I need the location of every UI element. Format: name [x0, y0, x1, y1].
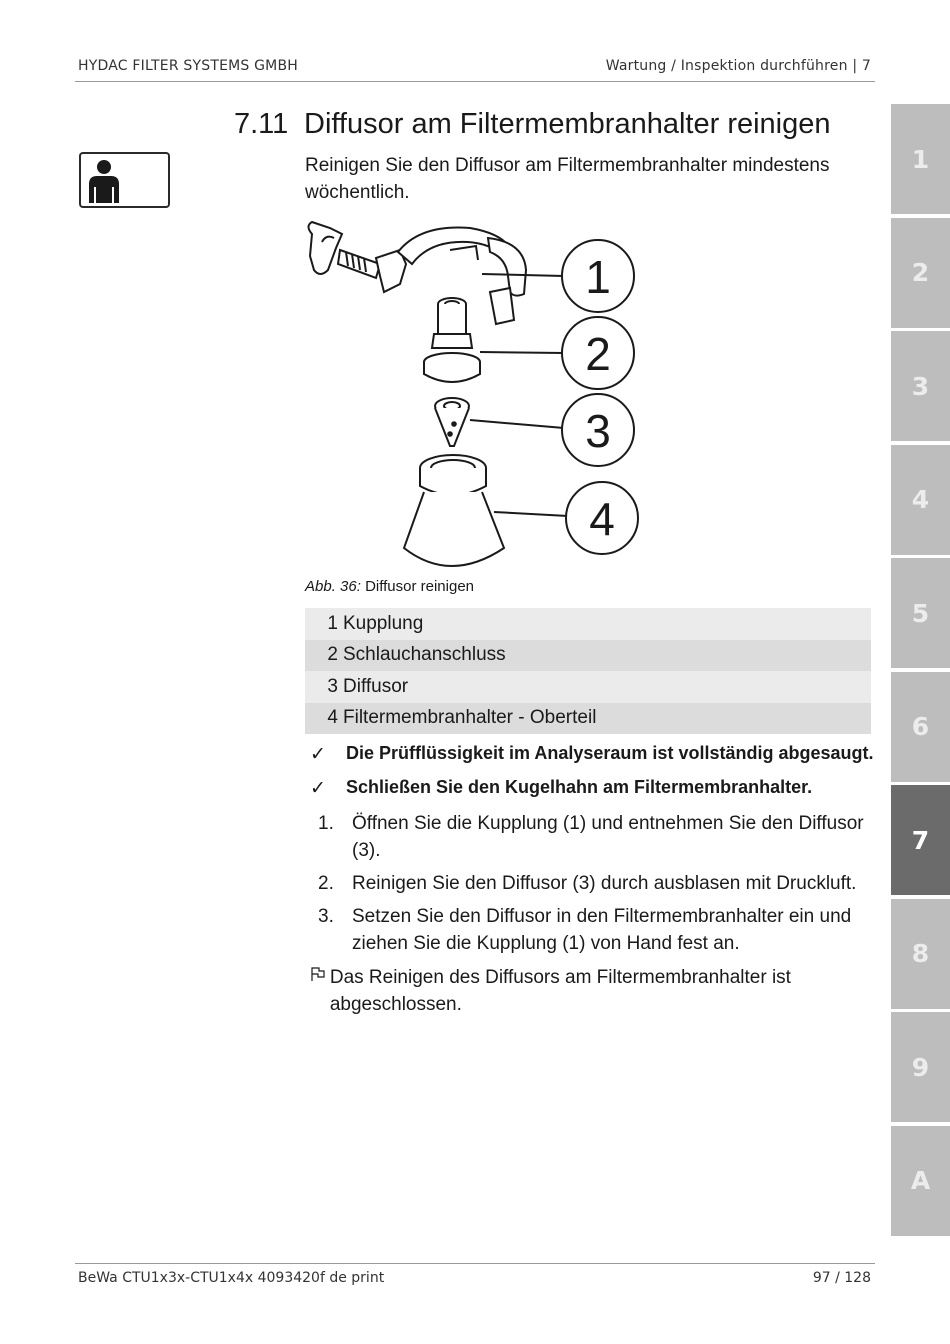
callout-3: 3: [585, 405, 611, 457]
step-item: [318, 903, 878, 957]
step-number: 1.: [318, 813, 334, 834]
hose-connector-drawing: [424, 298, 480, 382]
diffusor-exploded-drawing: [300, 212, 650, 577]
chapter-tab-a[interactable]: A: [891, 1126, 950, 1236]
legend-label: Schlauchanschluss: [343, 644, 506, 666]
chapter-header: Wartung / Inspektion durchführen | 7: [605, 58, 871, 74]
diffusor-drawing: [435, 398, 469, 446]
figure-caption: [305, 578, 474, 595]
step-number: 2.: [318, 873, 334, 894]
chapter-tab-7[interactable]: 7: [891, 785, 950, 895]
chapter-tabs: [891, 104, 950, 1239]
step-item: [318, 810, 878, 864]
callout-1: 1: [585, 251, 611, 303]
precondition-text: Die Prüfflüssigkeit im Analyseraum ist vollständig abgesaugt.: [346, 743, 874, 763]
chapter-tab-9[interactable]: 9: [891, 1012, 950, 1122]
chapter-tab-1[interactable]: 1: [891, 104, 950, 214]
step-text: Reinigen Sie den Diffusor (3) durch ausblasen mit Druckluft.: [352, 873, 857, 894]
legend-label: Diffusor: [343, 675, 409, 697]
checkmark-icon: ✓: [310, 744, 326, 765]
checkmark-icon: ✓: [310, 778, 326, 799]
result-text: Das Reinigen des Diffusors am Filtermembranhalter ist abgeschlossen.: [329, 967, 791, 1015]
precondition-item: [310, 777, 812, 800]
result-statement: [310, 964, 870, 1018]
intro-text: Reinigen Sie den Diffusor am Filtermembranhalter mindestens wöchentlich.: [305, 155, 830, 203]
legend-label: Filtermembranhalter - Oberteil: [343, 707, 597, 729]
section-title: [234, 108, 831, 141]
section-title-text: Diffusor am Filtermembranhalter reinigen: [304, 108, 831, 140]
step-item: [318, 870, 878, 897]
precondition-text: Schließen Sie den Kugelhahn am Filtermembranhalter.: [346, 777, 813, 797]
chapter-tab-4[interactable]: 4: [891, 445, 950, 555]
section-number: 7.11: [234, 108, 289, 140]
legend-number: 3: [327, 675, 338, 697]
legend-label: Kupplung: [343, 612, 424, 634]
legend-row: [305, 640, 871, 672]
filter-holder-drawing: [404, 455, 504, 566]
header-rule: [75, 81, 875, 82]
callout-4: 4: [589, 493, 615, 545]
legend-row: [305, 608, 871, 640]
company-name: HYDAC FILTER SYSTEMS GMBH: [78, 58, 298, 74]
legend-number: 4: [327, 707, 338, 729]
page-number: 97 / 128: [812, 1270, 871, 1286]
legend-number: 1: [327, 612, 338, 634]
person-icon: [81, 154, 168, 206]
chapter-tab-6[interactable]: 6: [891, 672, 950, 782]
step-number: 3.: [318, 906, 334, 927]
clamp-drawing: [309, 222, 527, 324]
instruction-steps: [318, 810, 878, 963]
chapter-tab-8[interactable]: 8: [891, 899, 950, 1009]
precondition-item: [310, 743, 873, 766]
document-id: BeWa CTU1x3x-CTU1x4x 4093420f de print: [78, 1270, 385, 1286]
step-text: Setzen Sie den Diffusor in den Filtermembranhalter ein und ziehen Sie die Kupplung (1) von Hand fest an.: [352, 906, 852, 954]
caption-text: Diffusor reinigen: [365, 578, 475, 595]
flag-icon: [310, 964, 330, 1018]
chapter-tab-5[interactable]: 5: [891, 558, 950, 668]
legend-row: [305, 671, 871, 703]
personnel-qualification-box: [79, 152, 170, 208]
footer-rule: [75, 1263, 875, 1264]
caption-label: Abb. 36:: [305, 578, 361, 595]
legend-table: [305, 608, 871, 734]
step-text: Öffnen Sie die Kupplung (1) und entnehmen Sie den Diffusor (3).: [352, 813, 864, 861]
chapter-tab-2[interactable]: 2: [891, 218, 950, 328]
legend-row: [305, 703, 871, 735]
chapter-tab-3[interactable]: 3: [891, 331, 950, 441]
callout-2: 2: [585, 328, 611, 380]
legend-number: 2: [327, 644, 338, 666]
